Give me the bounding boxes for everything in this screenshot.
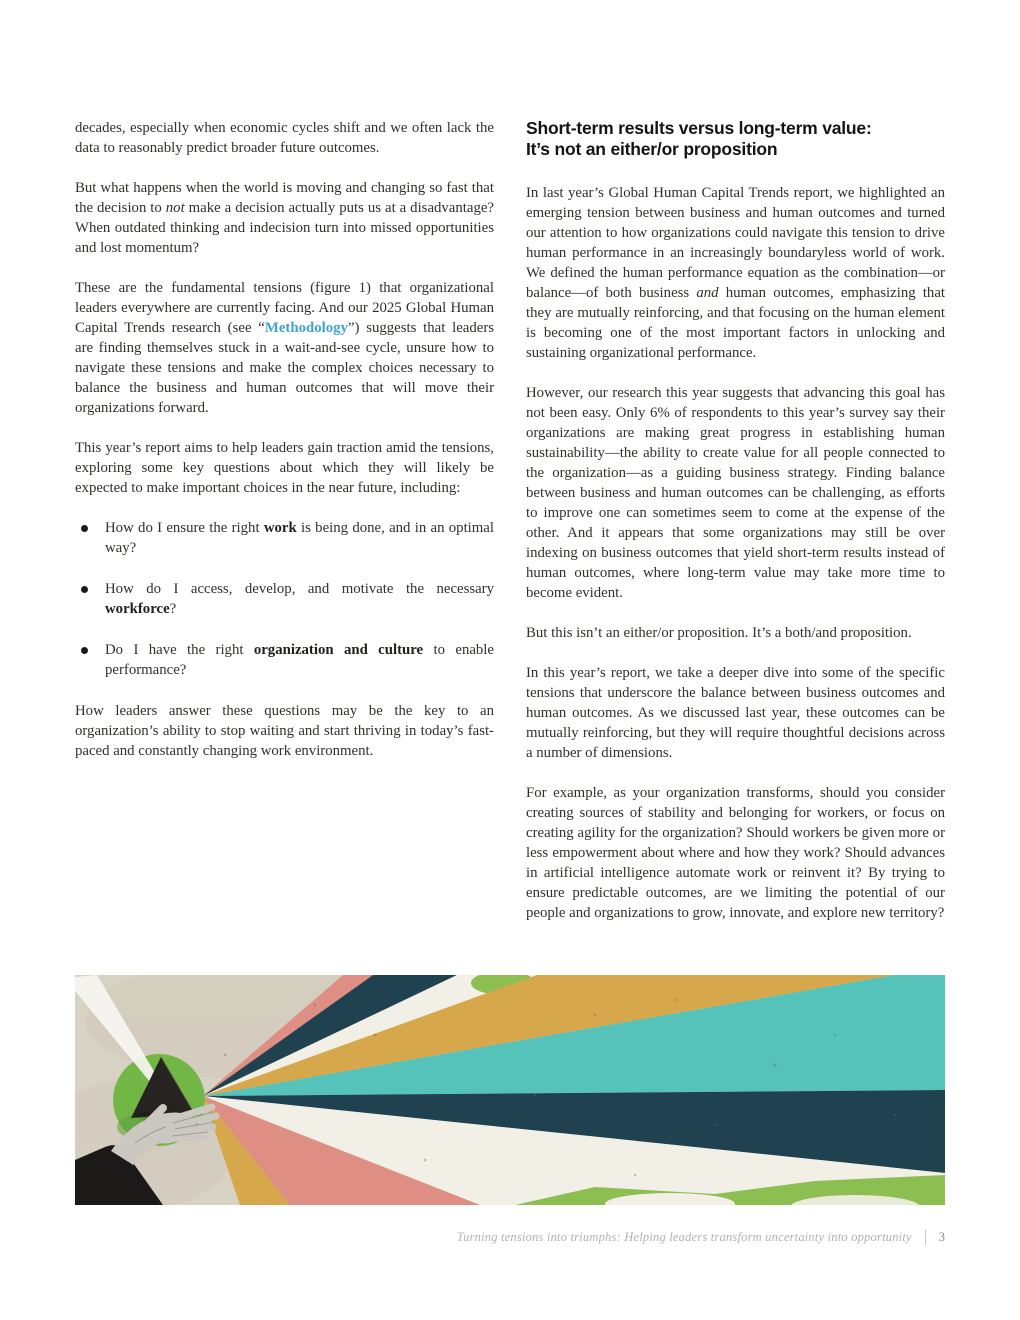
prism-illustration: [75, 975, 945, 1205]
text-segment: This year’s report aims to help leaders gain traction amid the tensions, exploring some key questions about which they will likely be expected to make important choices in the near future, including:: [75, 440, 494, 496]
text-segment: How do I access, develop, and motivate the necessary: [105, 581, 494, 597]
bullet-icon: [81, 525, 88, 532]
paragraph: [75, 278, 494, 418]
heading-line: It’s not an either/or proposition: [526, 139, 778, 159]
paragraph: [526, 663, 945, 763]
section-heading: [526, 118, 945, 160]
text-segment: decades, especially when economic cycles shift and we often lack the data to reasonably predict broader future outcomes.: [75, 120, 494, 156]
text-segment: is being done, and in an optimal way?: [105, 520, 494, 556]
list-item: [75, 579, 494, 619]
text-segment: ?: [169, 601, 177, 617]
list-item-text: [105, 581, 494, 617]
text-segment: not: [165, 200, 185, 216]
text-segment: organization and culture: [253, 642, 424, 658]
text-segment: How do I ensure the right: [105, 520, 264, 536]
right-column: [526, 118, 945, 943]
text-segment: ”) suggests that leaders are finding themselves stuck in a wait-and-see cycle, unsure how to navigate these tensions and make the complex choices necessary to balance the business and human outcomes that will move their organizations forward.: [75, 320, 495, 416]
text-segment: However, our research this year suggests that advancing this goal has not been easy. Only 6% of respondents to this year’s survey say their organizations are making great progress in establishing human sustainability—the ability to create value for all people connected to the organization—as a guiding business strategy. Finding balance between business and human outcomes can be challenging, as efforts to improve one can sometimes seem to come at the expense of the other. And it appears that some organizations may still be over indexing on business outcomes that yield short-term results instead of human outcomes, where long-term value may take more time to become evident.: [526, 385, 945, 601]
methodology-link[interactable]: Methodology: [264, 320, 348, 336]
paragraph: [75, 118, 494, 158]
text-segment: work: [263, 520, 297, 536]
text-segment: and: [696, 285, 719, 301]
text-segment: How leaders answer these questions may be the key to an organization’s ability to stop waiting and start thriving in today’s fast-paced and constantly changing work environment.: [75, 703, 494, 759]
text-segment: make a decision actually puts us at a disadvantage? When outdated thinking and indecision turn into missed opportunities and lost momentum?: [75, 200, 494, 256]
paragraph: [75, 438, 494, 498]
text-columns: [75, 118, 945, 943]
text-segment: Do I have the right: [105, 642, 254, 658]
list-item: [75, 640, 494, 680]
paragraph: [526, 383, 945, 603]
page-footer: [457, 1230, 945, 1245]
footer-caption: Turning tensions into triumphs: Helping leaders transform uncertainty into opportunity: [456, 1230, 912, 1244]
text-segment: These are the fundamental tensions (figure 1) that organizational leaders everywhere are currently facing. And our 2025 Global Human Capital Trends research (see “: [75, 280, 494, 336]
paragraph: [75, 701, 494, 761]
text-segment: But what happens when the world is moving and changing so fast that the decision to: [75, 180, 494, 216]
paragraph: [526, 623, 945, 643]
text-segment: In this year’s report, we take a deeper dive into some of the specific tensions that underscore the balance between business outcomes and human outcomes. As we discussed last year, these outcomes can be mutually reinforcing, but they will require thoughtful decisions across a number of dimensions.: [526, 665, 945, 761]
prism-illustration-svg: [75, 975, 945, 1205]
list-item-text: [105, 520, 494, 556]
page-number: 3: [938, 1230, 945, 1244]
text-segment: human outcomes, emphasizing that they are mutually reinforcing, and that focusing on the human element is becoming one of the most important factors in unlocking and sustaining organizational performance.: [526, 285, 946, 361]
list-item-text: [105, 642, 494, 678]
footer-divider: [925, 1230, 926, 1245]
text-segment: But this isn’t an either/or proposition. It’s a both/and proposition.: [526, 625, 912, 641]
text-segment: In last year’s Global Human Capital Trends report, we highlighted an emerging tension between business and human outcomes and turned our attention to how organizations could navigate this tension to drive human performance in an increasingly boundaryless world of work. We defined the human performance equation as the combination—or balance—of both business: [526, 185, 945, 301]
paragraph: [526, 783, 945, 923]
paragraph: [526, 183, 945, 363]
bullet-icon: [81, 647, 88, 654]
left-column: [75, 118, 494, 943]
text-segment: to enable performance?: [105, 642, 494, 678]
bullet-icon: [81, 586, 88, 593]
heading-line: Short-term results versus long-term value:: [526, 118, 872, 138]
paragraph: [75, 178, 494, 258]
question-list: [75, 518, 494, 680]
list-item: [75, 518, 494, 558]
text-segment: workforce: [105, 601, 170, 617]
text-segment: For example, as your organization transforms, should you consider creating sources of stability and belonging for workers, or focus on creating agility for the organization? Should workers be given more or less empowerment about where and how they work? Should advances in artificial intelligence automate work or reinvent it? By trying to ensure predictable outcomes, are we limiting the potential of our people and organizations to grow, innovate, and explore new territory?: [526, 785, 945, 921]
